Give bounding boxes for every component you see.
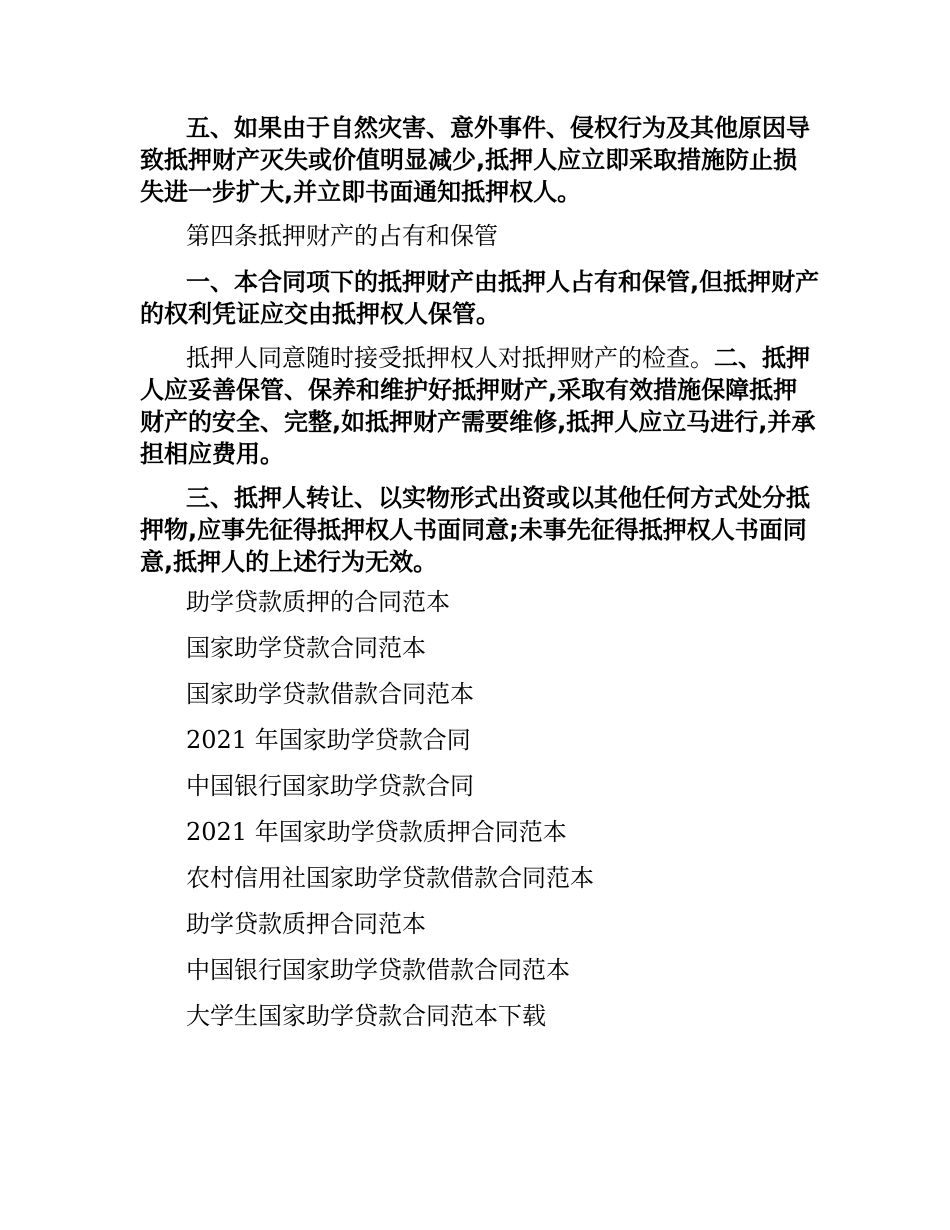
related-title-5: 中国银行国家助学贷款合同	[186, 772, 474, 800]
related-title-4: 2021 年国家助学贷款合同	[186, 726, 471, 754]
paragraph-article4-item-three: 三、抵押人转让、以实物形式出资或以其他任何方式处分抵押物,应事先征得抵押权人书面同意;未事先征得抵押权人书面同意,抵押人的上述行为无效。	[140, 484, 810, 576]
related-title-1: 助学贷款质押的合同范本	[186, 588, 450, 616]
article4-item-two-text: 二、抵押人应妥善保管、保养和维护好抵押财产,采取有效措施保障抵押财产的安全、完整,如抵押财产需要维修,抵押人应立马进行,并承担相应费用。	[140, 344, 816, 468]
paragraph-item-five: 五、如果由于自然灾害、意外事件、侵权行为及其他原因导致抵押财产灭失或价值明显减少,抵押人应立即采取措施防止损失进一步扩大,并立即书面通知抵押权人。	[140, 114, 810, 206]
related-title-3: 国家助学贷款借款合同范本	[186, 680, 474, 708]
related-title-7: 农村信用社国家助学贷款借款合同范本	[186, 864, 594, 892]
related-title-6: 2021 年国家助学贷款质押合同范本	[186, 818, 567, 846]
related-title-2: 国家助学贷款合同范本	[186, 634, 426, 662]
related-title-9: 中国银行国家助学贷款借款合同范本	[186, 956, 570, 984]
paragraph-article4-item-one: 一、本合同项下的抵押财产由抵押人占有和保管,但抵押财产的权利凭证应交由抵押权人保管。	[140, 268, 820, 328]
article-4-heading: 第四条抵押财产的占有和保管	[186, 222, 498, 250]
paragraph-article4-item-two	[140, 342, 820, 470]
inspection-sentence: 抵押人同意随时接受抵押权人对抵押财产的检查。	[186, 344, 714, 372]
related-title-8: 助学贷款质押合同范本	[186, 910, 426, 938]
related-title-10: 大学生国家助学贷款合同范本下载	[186, 1002, 546, 1030]
